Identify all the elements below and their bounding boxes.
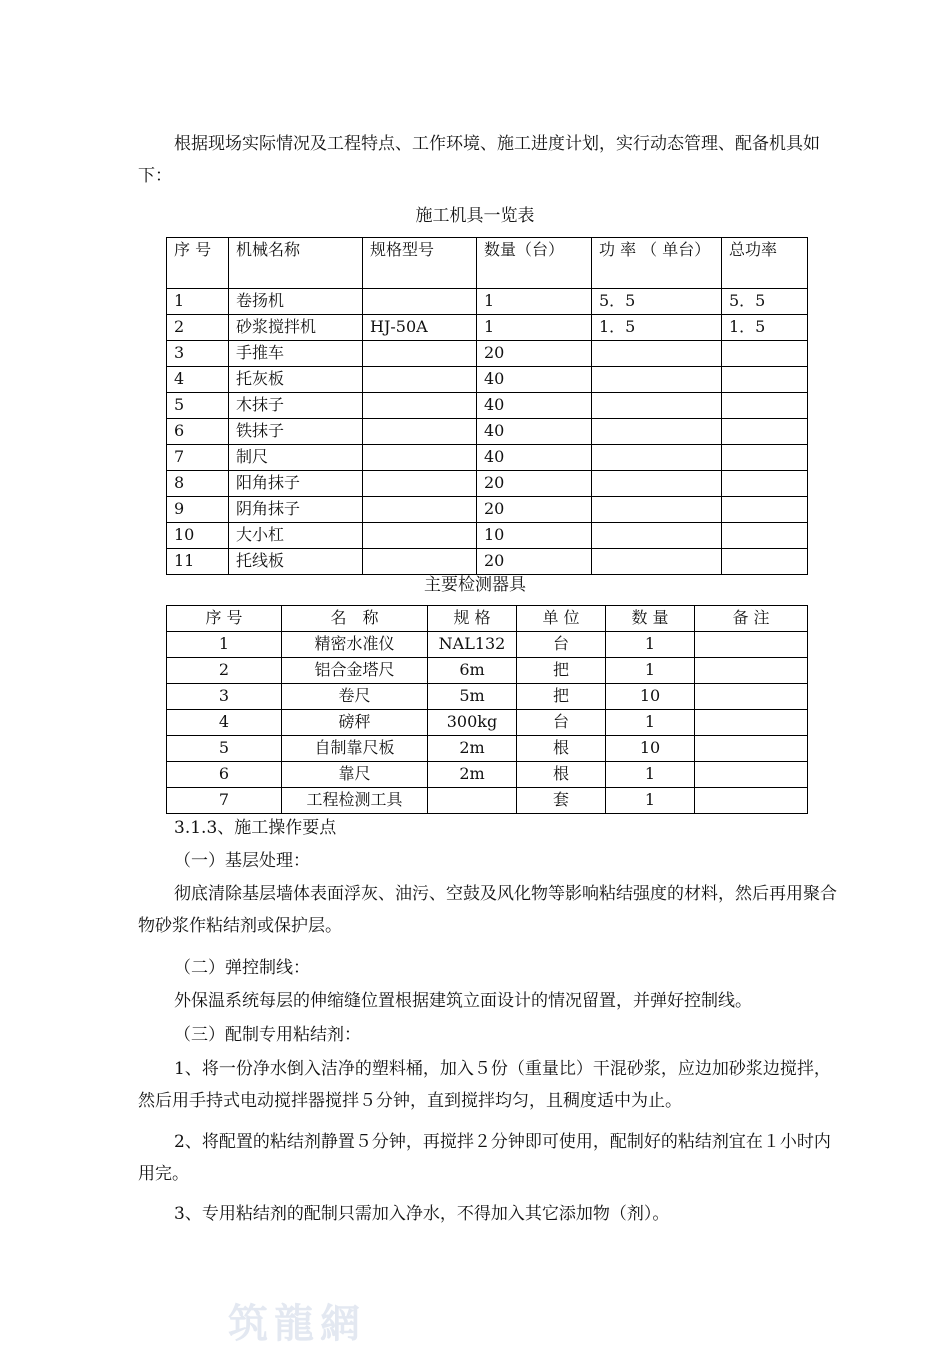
table-cell (695, 762, 808, 788)
table-cell: 1 (606, 710, 695, 736)
table-cell: 靠尺 (282, 762, 428, 788)
table-cell (592, 419, 722, 445)
table-cell: 1 (477, 315, 592, 341)
table-cell: 40 (477, 367, 592, 393)
table-cell (363, 341, 477, 367)
table-cell: 4 (167, 367, 229, 393)
table-cell: 3 (167, 684, 282, 710)
table-cell: 1 (477, 289, 592, 315)
table-cell (695, 658, 808, 684)
table-row (167, 471, 808, 497)
table-cell (592, 549, 722, 575)
table-cell: 1．5 (592, 315, 722, 341)
table-cell: 1 (167, 289, 229, 315)
subheading-control-lines: （二）弹控制线： (174, 958, 310, 978)
table-cell: 托灰板 (229, 367, 363, 393)
table-cell: 托线板 (229, 549, 363, 575)
machinery-table (166, 237, 808, 575)
table-row (167, 523, 808, 549)
table-cell: 20 (477, 341, 592, 367)
paragraph-step-2: 2、将配置的粘结剂静置５分钟，再搅拌２分钟即可使用，配制好的粘结剂宜在１小时内用完。 (138, 1132, 831, 1184)
table-row (167, 710, 808, 736)
table-cell: 20 (477, 549, 592, 575)
table2-caption: 主要检测器具 (424, 575, 526, 595)
table-header-row (167, 606, 808, 632)
table-cell: 9 (167, 497, 229, 523)
table-cell (363, 367, 477, 393)
table-cell: 台 (517, 710, 606, 736)
table-cell: 铁抹子 (229, 419, 363, 445)
table-cell: 2m (428, 762, 517, 788)
table-cell: 工程检测工具 (282, 788, 428, 814)
header-cell: 单 位 (517, 606, 606, 632)
paragraph-control-lines: 外保温系统每层的伸缩缝位置根据建筑立面设计的情况留置，并弹好控制线。 (174, 991, 752, 1011)
table-cell: 砂浆搅拌机 (229, 315, 363, 341)
table-cell: 1 (167, 632, 282, 658)
table-cell (363, 419, 477, 445)
table-row (167, 684, 808, 710)
table-cell (722, 445, 808, 471)
table-cell: 木抹子 (229, 393, 363, 419)
table-cell: 根 (517, 762, 606, 788)
table-cell: 11 (167, 549, 229, 575)
table-row (167, 315, 808, 341)
table-cell: 40 (477, 445, 592, 471)
table-cell: NAL132 (428, 632, 517, 658)
table-row (167, 497, 808, 523)
table-cell: 5m (428, 684, 517, 710)
table-row (167, 736, 808, 762)
table-cell (363, 523, 477, 549)
table-cell: 磅秤 (282, 710, 428, 736)
table-cell: 5 (167, 736, 282, 762)
table-cell (695, 684, 808, 710)
table1-caption: 施工机具一览表 (415, 206, 535, 226)
table-cell (592, 497, 722, 523)
table-cell: 卷尺 (282, 684, 428, 710)
table-cell (428, 788, 517, 814)
table-row (167, 289, 808, 315)
header-cell: 数量（台） (477, 238, 592, 289)
header-cell: 总功率 (722, 238, 808, 289)
table-cell: 5．5 (722, 289, 808, 315)
table-cell: 1．5 (722, 315, 808, 341)
table-cell: 20 (477, 497, 592, 523)
paragraph-step-3: 3、专用粘结剂的配制只需加入净水，不得加入其它添加物（剂）。 (174, 1204, 670, 1224)
table-cell: 大小杠 (229, 523, 363, 549)
table-cell: 10 (477, 523, 592, 549)
table-cell: 300kg (428, 710, 517, 736)
table-cell: 5．5 (592, 289, 722, 315)
header-cell: 规格型号 (363, 238, 477, 289)
table-cell (363, 289, 477, 315)
table-cell: 根 (517, 736, 606, 762)
header-cell: 机械名称 (229, 238, 363, 289)
table-cell: 卷扬机 (229, 289, 363, 315)
table-cell: 40 (477, 419, 592, 445)
table-cell: 2m (428, 736, 517, 762)
table-cell: 2 (167, 658, 282, 684)
table-cell: 1 (606, 762, 695, 788)
table-cell: 10 (606, 684, 695, 710)
table-cell: 精密水准仪 (282, 632, 428, 658)
header-cell: 数 量 (606, 606, 695, 632)
table-cell (722, 471, 808, 497)
header-cell: 序 号 (167, 606, 282, 632)
table-row (167, 762, 808, 788)
header-cell: 功 率 （ 单台） (592, 238, 722, 289)
table-cell (695, 632, 808, 658)
table-cell (695, 788, 808, 814)
table-cell: 6 (167, 419, 229, 445)
table-cell: 7 (167, 788, 282, 814)
table-cell: 把 (517, 658, 606, 684)
header-cell: 备 注 (695, 606, 808, 632)
table-cell (695, 736, 808, 762)
table-cell (722, 497, 808, 523)
table-cell (695, 710, 808, 736)
table-cell: 7 (167, 445, 229, 471)
table-cell: HJ-50A (363, 315, 477, 341)
table-cell (363, 393, 477, 419)
table-cell (722, 393, 808, 419)
table-cell: 1 (606, 788, 695, 814)
table-cell (722, 419, 808, 445)
instruments-table-body (167, 632, 808, 814)
table-cell (363, 497, 477, 523)
table-cell (363, 445, 477, 471)
section-heading: 3.1.3、施工操作要点 (174, 818, 337, 838)
table-cell: 10 (167, 523, 229, 549)
table-cell: 铝合金塔尺 (282, 658, 428, 684)
header-cell: 规 格 (428, 606, 517, 632)
table-cell: 手推车 (229, 341, 363, 367)
table-cell (592, 523, 722, 549)
table-cell: 40 (477, 393, 592, 419)
table-cell: 制尺 (229, 445, 363, 471)
table-cell (722, 549, 808, 575)
intro-paragraph: 根据现场实际情况及工程特点、工作环境、施工进度计划，实行动态管理、配备机具如下： (138, 134, 820, 186)
table-row (167, 549, 808, 575)
table-row (167, 632, 808, 658)
table-row (167, 367, 808, 393)
table-row (167, 393, 808, 419)
table-cell: 6m (428, 658, 517, 684)
subheading-adhesive: （三）配制专用粘结剂： (174, 1025, 361, 1045)
table-cell: 阴角抹子 (229, 497, 363, 523)
table-cell (592, 445, 722, 471)
table-cell (722, 523, 808, 549)
table-cell (592, 341, 722, 367)
table-cell: 套 (517, 788, 606, 814)
table-cell: 8 (167, 471, 229, 497)
table-cell: 3 (167, 341, 229, 367)
subheading-base-treatment: （一）基层处理： (174, 851, 310, 871)
table-cell: 20 (477, 471, 592, 497)
table-cell: 台 (517, 632, 606, 658)
table-cell: 6 (167, 762, 282, 788)
table-cell (592, 367, 722, 393)
paragraph-step-1: 1、将一份净水倒入洁净的塑料桶，加入５份（重量比）干混砂浆，应边加砂浆边搅拌，然后用手持式电动搅拌器搅拌５分钟，直到搅拌均匀，且稠度适中为止。 (138, 1059, 831, 1111)
table-cell (592, 471, 722, 497)
table-cell (363, 549, 477, 575)
table-cell: 5 (167, 393, 229, 419)
table-row (167, 445, 808, 471)
table-cell: 1 (606, 658, 695, 684)
table-cell: 把 (517, 684, 606, 710)
instruments-table (166, 605, 808, 814)
table-cell (722, 367, 808, 393)
machinery-table-body (167, 289, 808, 575)
table-row (167, 341, 808, 367)
paragraph-base-treatment: 彻底清除基层墙体表面浮灰、油污、空鼓及风化物等影响粘结强度的材料，然后再用聚合物砂浆作粘结剂或保护层。 (138, 884, 837, 936)
table-cell: 1 (606, 632, 695, 658)
table-cell: 阳角抹子 (229, 471, 363, 497)
table-row (167, 658, 808, 684)
header-cell: 序 号 (167, 238, 229, 289)
table-row (167, 788, 808, 814)
header-cell: 名 称 (282, 606, 428, 632)
table-cell: 自制靠尺板 (282, 736, 428, 762)
table-cell (363, 471, 477, 497)
table-cell (722, 341, 808, 367)
table-header-row (167, 238, 808, 289)
table-cell: 2 (167, 315, 229, 341)
table-cell: 10 (606, 736, 695, 762)
table-row (167, 419, 808, 445)
watermark-logo: 筑龍網 (228, 1300, 366, 1347)
table-cell (592, 393, 722, 419)
table-cell: 4 (167, 710, 282, 736)
